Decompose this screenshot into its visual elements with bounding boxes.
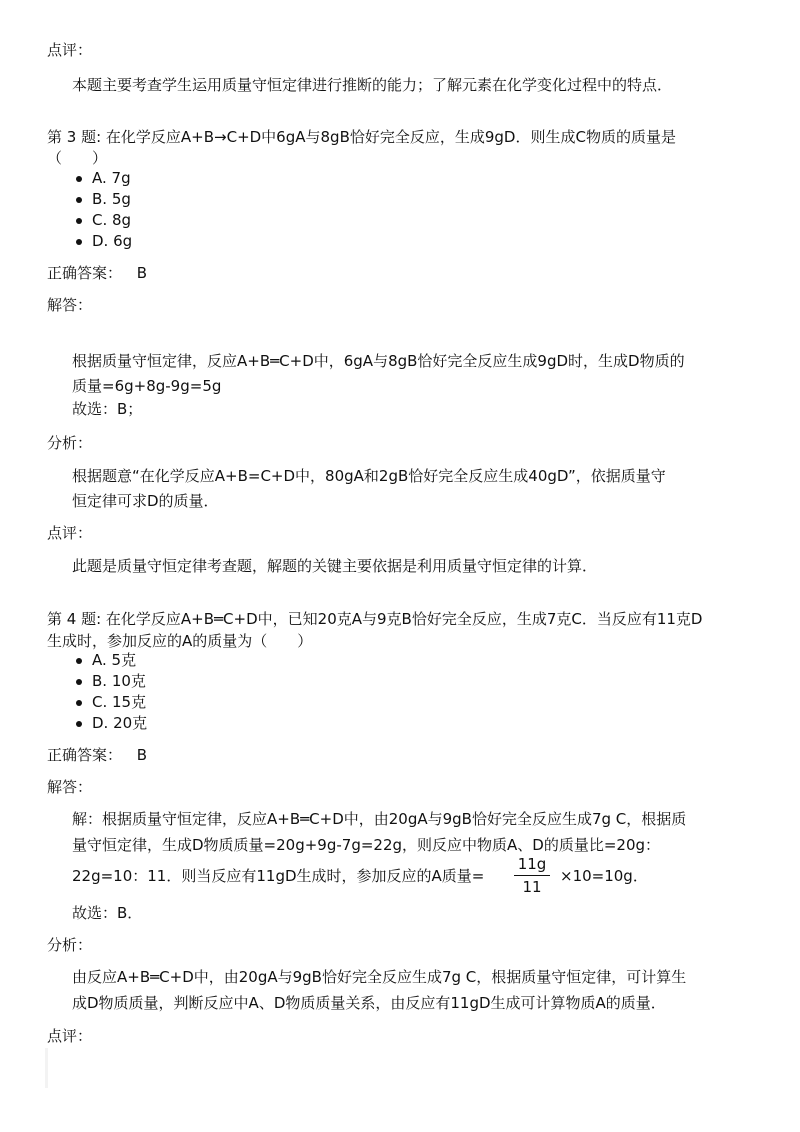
bullet-icon [76, 700, 82, 706]
bullet-icon [76, 197, 82, 203]
bullet-icon [76, 176, 82, 182]
margin-bar [45, 1048, 48, 1088]
q3-stem-line2: （ ） [47, 149, 108, 167]
q4-answer [47, 745, 147, 765]
q4-solution-line1: 解：根据质量守恒定律，反应A+B═C+D中，由20gA与9gB恰好完全反应生成7g C，根据质 [72, 810, 687, 828]
q3-option-b: B. 5g [72, 189, 132, 210]
q4-answer-label: 正确答案： [47, 746, 123, 764]
fraction-denominator: 11 [522, 878, 542, 896]
q3-option-c: C. 8g [72, 210, 132, 231]
q4-option-b: B. 10克 [72, 671, 147, 692]
q3-stem-line1: 第 3 题: 在化学反应A+B→C+D中6gA与8gB恰好完全反应，生成9gD．则生成C物质的质量是 [47, 128, 676, 146]
q4-solution-label: 解答： [47, 778, 93, 796]
bullet-icon [76, 658, 82, 664]
q4-solution-line3: 22g=10：11．则当反应有11gD生成时，参加反应的A质量= [72, 867, 485, 885]
q4-option-d: D. 20克 [72, 713, 147, 734]
q3-answer-value: B [136, 264, 148, 282]
q4-solution-line3-tail: ×10=10g． [560, 867, 648, 885]
q3-comment-label: 点评： [47, 524, 93, 542]
q3-solution-label: 解答： [47, 296, 93, 314]
q3-solution-line2: 质量=6g+8g-9g=5g [72, 377, 222, 395]
q4-stem-line2: 生成时，参加反应的A的质量为（ ） [47, 632, 313, 650]
mass-fraction [514, 855, 550, 896]
prev-comment-text: 本题主要考查学生运用质量守恒定律进行推断的能力；了解元素在化学变化过程中的特点． [72, 76, 673, 94]
q3-answer [47, 263, 147, 283]
q4-analysis-line2: 成D物质质量，判断反应中A、D物质质量关系，由反应有11gD生成可计算物质A的质量． [72, 994, 666, 1012]
bullet-icon [76, 239, 82, 245]
fraction-numerator: 11g [517, 855, 547, 873]
q3-option-a: A. 7g [72, 168, 132, 189]
q3-solution-line3: 故选：B； [72, 400, 143, 418]
q3-analysis-label: 分析： [47, 434, 93, 452]
q4-option-a: A. 5克 [72, 650, 147, 671]
bullet-icon [76, 721, 82, 727]
q3-answer-label: 正确答案： [47, 264, 123, 282]
q4-answer-value: B [136, 746, 148, 764]
q3-analysis-line2: 恒定律可求D的质量． [72, 492, 219, 510]
q3-options [72, 168, 132, 252]
q4-analysis-line1: 由反应A+B═C+D中，由20gA与9gB恰好完全反应生成7g C，根据质量守恒定律，可计算生 [72, 968, 687, 986]
q4-solution-line2: 量守恒定律，生成D物质质量=20g+9g-7g=22g，则反应中物质A、D的质量比=20g： [72, 836, 661, 854]
q4-options [72, 650, 147, 734]
q3-comment-text: 此题是质量守恒定律考查题，解题的关键主要依据是利用质量守恒定律的计算． [72, 557, 598, 575]
prev-comment-label: 点评： [47, 41, 93, 59]
q3-option-d: D. 6g [72, 231, 132, 252]
bullet-icon [76, 218, 82, 224]
q4-stem-line1: 第 4 题: 在化学反应A+B═C+D中，已知20克A与9克B恰好完全反应，生成7克C．当反应有11克D [47, 610, 703, 628]
q4-analysis-label: 分析： [47, 936, 93, 954]
q3-analysis-line1: 根据题意“在化学反应A+B=C+D中，80gA和2gB恰好完全反应生成40gD”，依据质量守 [72, 467, 666, 485]
fraction-bar [514, 875, 550, 876]
q4-option-c: C. 15克 [72, 692, 147, 713]
q4-comment-label: 点评： [47, 1027, 93, 1045]
q4-solution-line4: 故选：B． [72, 904, 143, 922]
bullet-icon [76, 679, 82, 685]
q3-solution-line1: 根据质量守恒定律，反应A+B═C+D中，6gA与8gB恰好完全反应生成9gD时，生成D物质的 [72, 352, 685, 370]
